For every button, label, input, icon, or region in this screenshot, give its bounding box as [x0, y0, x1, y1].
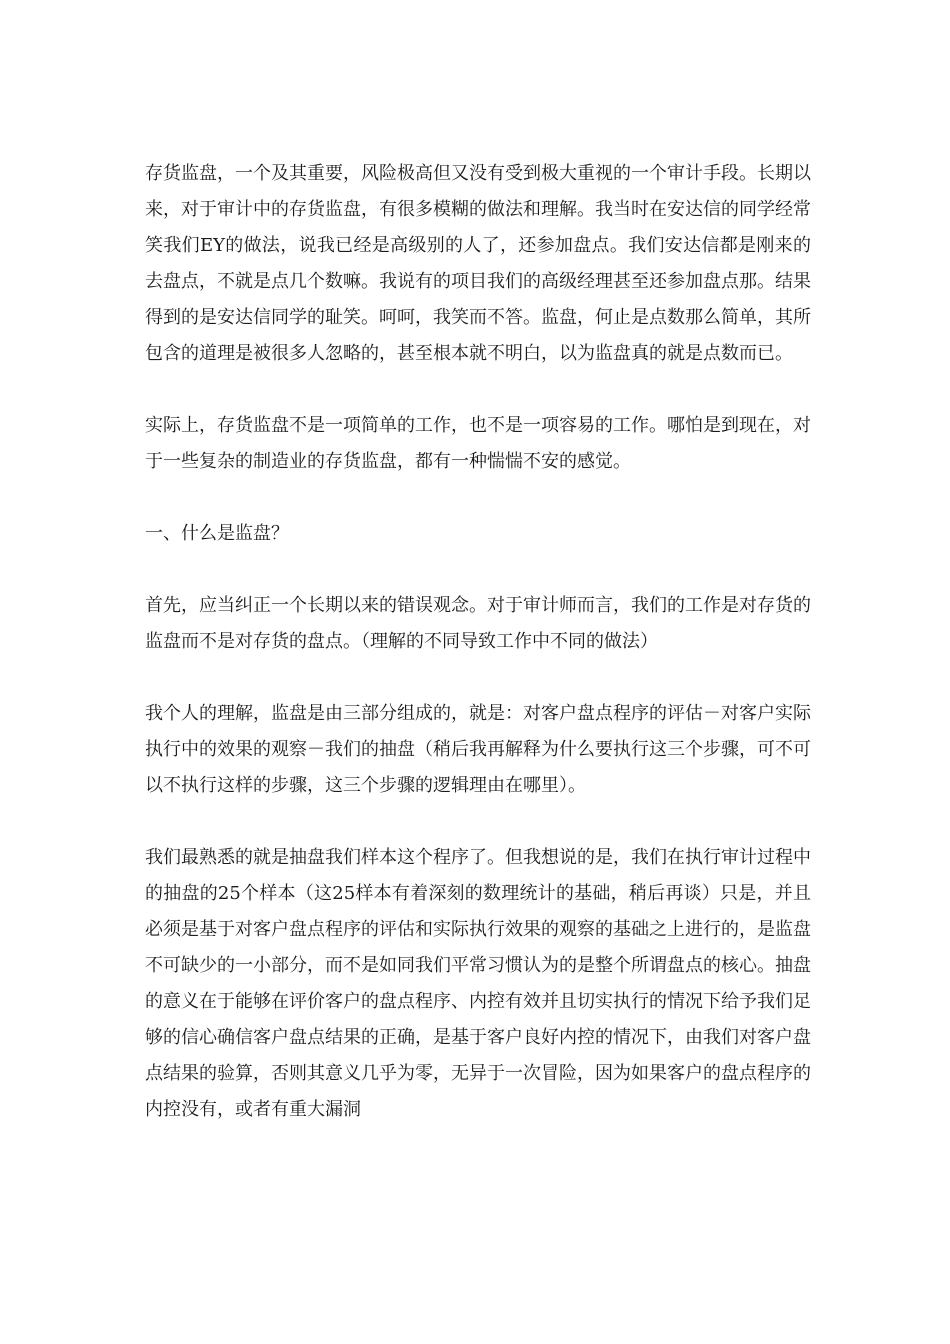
paragraph-intro: 存货监盘，一个及其重要，风险极高但又没有受到极大重视的一个审计手段。长期以来，对于审计中的存货监盘，有很多模糊的做法和理解。我当时在安达信的同学经常笑我们EY的做法，说我已经是高级别的人了，还参加盘点。我们安达信都是刚来的去盘点，不就是点几个数嘛。我说有的项目我们的高级经理甚至还参加盘点那。结果得到的是安达信同学的耻笑。呵呵，我笑而不答。监盘，何止是点数那么简单，其所包含的道理是被很多人忽略的，甚至根本就不明白，以为监盘真的就是点数而已。 — [145, 163, 811, 364]
paragraph-concept: 首先，应当纠正一个长期以来的错误观念。对于审计师而言，我们的工作是对存货的监盘而不是对存货的盘点。（理解的不同导致工作中不同的做法） — [145, 595, 811, 652]
paragraph-reality: 实际上，存货监盘不是一项简单的工作，也不是一项容易的工作。哪怕是到现在，对于一些复杂的制造业的存货监盘，都有一种惴惴不安的感觉。 — [145, 415, 811, 472]
document-body — [145, 156, 811, 1128]
section-heading: 一、什么是监盘？ — [145, 523, 289, 544]
paragraph-sampling: 我们最熟悉的就是抽盘我们样本这个程序了。但我想说的是，我们在执行审计过程中的抽盘的25个样本（这25样本有着深刻的数理统计的基础，稍后再谈）只是，并且必须是基于对客户盘点程序的评估和实际执行效果的观察的基础之上进行的，是监盘不可缺少的一小部分，而不是如同我们平常习惯认为的是整个所谓盘点的核心。抽盘的意义在于能够在评价客户的盘点程序、内控有效并且切实执行的情况下给予我们足够的信心确信客户盘点结果的正确，是基于客户良好内控的情况下，由我们对客户盘点结果的验算，否则其意义几乎为零，无异于一次冒险，因为如果客户的盘点程序的内控没有，或者有重大漏洞 — [145, 847, 811, 1120]
paragraph-understanding: 我个人的理解，监盘是由三部分组成的，就是：对客户盘点程序的评估－对客户实际执行中的效果的观察－我们的抽盘（稍后我再解释为什么要执行这三个步骤，可不可以不执行这样的步骤，这三个步骤的逻辑理由在哪里）。 — [145, 703, 811, 796]
